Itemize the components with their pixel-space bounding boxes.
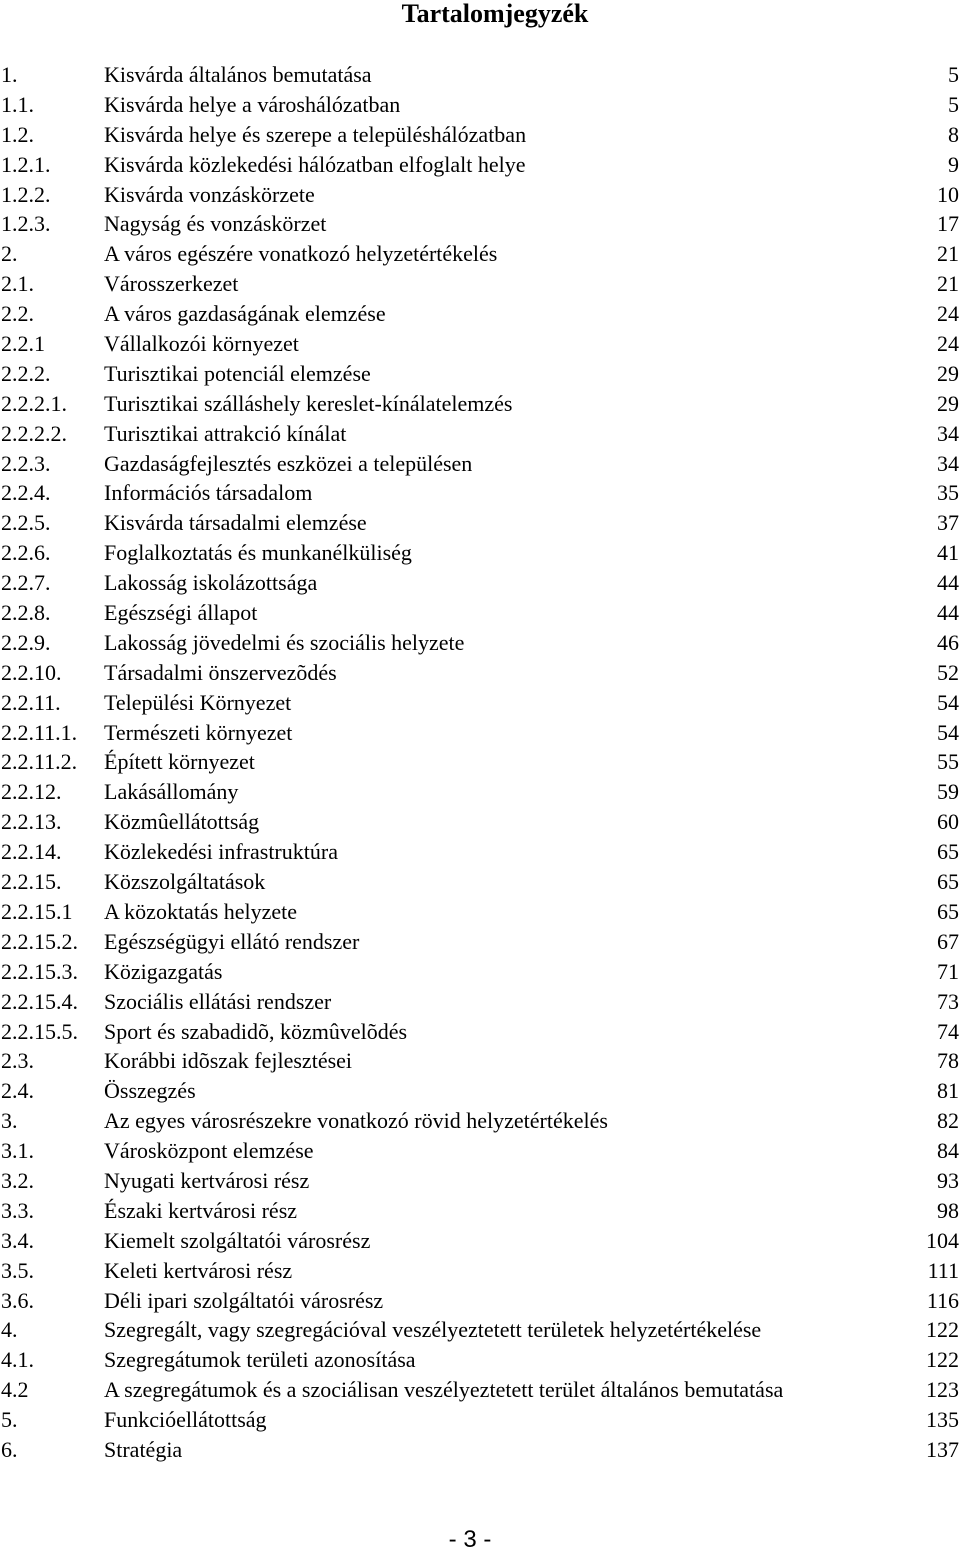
toc-entry-title: Települési Környezet: [104, 689, 292, 715]
toc-entry[interactable]: [0, 1166, 960, 1196]
toc-entry-number: 2.2.2.: [1, 360, 51, 386]
toc-entry-title: A szegregátumok és a szociálisan veszélyeztetett terület általános bemutatása: [104, 1377, 784, 1403]
toc-entry-number: 1.2.: [1, 121, 34, 147]
toc-entry-page: 93: [937, 1167, 959, 1193]
toc-entry[interactable]: [0, 807, 960, 837]
toc-entry-page: 137: [926, 1436, 959, 1462]
toc-entry[interactable]: [0, 867, 960, 897]
toc-entry-title: Városszerkezet: [104, 271, 239, 297]
toc-entry-title: Kisvárda helye a városhálózatban: [104, 91, 401, 117]
toc-entry-title: Nagyság és vonzáskörzet: [104, 211, 327, 237]
toc-entry-title: Lakásállomány: [104, 779, 239, 805]
toc-entry-number: 1.2.2.: [1, 181, 51, 207]
toc-entry-page: 35: [937, 480, 959, 506]
toc-entry[interactable]: [0, 1076, 960, 1106]
toc-entry-page: 65: [937, 839, 959, 865]
toc-entry-title: Turisztikai szálláshely kereslet-kínálatelemzés: [104, 390, 513, 416]
toc-entry-number: 4.: [1, 1317, 18, 1343]
toc-entry[interactable]: [0, 837, 960, 867]
toc-entry-number: 2.2.5.: [1, 510, 51, 536]
toc-entry-number: 3.6.: [1, 1287, 34, 1313]
toc-entry-page: 78: [937, 1048, 959, 1074]
toc-entry-page: 54: [937, 719, 959, 745]
toc-entry-number: 2.2.2.2.: [1, 420, 67, 446]
toc-entry-page: 17: [937, 211, 959, 237]
toc-entry-page: 122: [926, 1347, 959, 1373]
toc-entry-number: 4.2: [1, 1377, 29, 1403]
toc-entry[interactable]: [0, 688, 960, 718]
toc-entry-number: 2.2.15.3.: [1, 958, 78, 984]
toc-entry[interactable]: [0, 1345, 960, 1375]
toc-entry-title: Egészségügyi ellátó rendszer: [104, 928, 360, 954]
toc-entry-number: 1.: [1, 62, 18, 87]
toc-entry-number: 2.2.12.: [1, 779, 62, 805]
toc-entry[interactable]: [0, 538, 960, 568]
toc-entry-number: 2.: [1, 241, 18, 267]
toc-entry-page: 5: [948, 62, 959, 87]
toc-entry-title: Közlekedési infrastruktúra: [104, 839, 338, 865]
toc-entry-number: 1.2.3.: [1, 211, 51, 237]
toc-entry-title: Turisztikai potenciál elemzése: [104, 360, 371, 386]
toc-entry-title: Foglalkoztatás és munkanélküliség: [104, 540, 412, 566]
toc-entry[interactable]: [0, 329, 960, 359]
toc-entry-number: 2.2.13.: [1, 809, 62, 835]
toc-entry-page: 73: [937, 988, 959, 1014]
toc-entry-page: 5: [948, 91, 959, 117]
toc-entry-number: 3.5.: [1, 1257, 34, 1283]
toc-entry-title: Kisvárda helye és szerepe a településhálózatban: [104, 121, 527, 147]
toc-entry-title: Szegregált, vagy szegregációval veszélyeztetett területek helyzetértékelése: [104, 1317, 762, 1343]
toc-entry-number: 2.2.15.2.: [1, 928, 78, 954]
toc-entry[interactable]: [0, 209, 960, 239]
toc-entry-title: Kisvárda közlekedési hálózatban elfoglalt helye: [104, 151, 526, 177]
toc-entry-title: Kiemelt szolgáltatói városrész: [104, 1227, 371, 1253]
toc-entry[interactable]: [0, 150, 960, 180]
toc-entry[interactable]: [0, 927, 960, 957]
toc-entry-title: Természeti környezet: [104, 719, 293, 745]
toc-entry-page: 9: [948, 151, 959, 177]
toc-entry[interactable]: [0, 1046, 960, 1076]
toc-entry-title: Lakosság iskolázottsága: [104, 570, 318, 596]
toc-entry-number: 3.4.: [1, 1227, 34, 1253]
toc-entry-page: 21: [937, 241, 959, 267]
toc-entry-number: 3.2.: [1, 1167, 34, 1193]
toc-entry[interactable]: [0, 180, 960, 210]
toc-entry-title: Információs társadalom: [104, 480, 313, 506]
toc-entry-page: 54: [937, 689, 959, 715]
toc-entry-page: 84: [937, 1138, 959, 1164]
toc-entry[interactable]: [0, 1226, 960, 1256]
toc-entry-title: Korábbi idõszak fejlesztései: [104, 1048, 353, 1074]
toc-entry[interactable]: [0, 1017, 960, 1047]
page-title: Tartalomjegyzék: [401, 0, 589, 28]
toc-entry-page: 52: [937, 659, 959, 685]
toc-entry-number: 2.2.8.: [1, 600, 51, 626]
toc-entry[interactable]: [0, 1196, 960, 1226]
toc-entry-number: 2.2.9.: [1, 629, 51, 655]
toc-entry-title: Kisvárda általános bemutatása: [104, 62, 372, 87]
toc-entry-number: 2.2.15.5.: [1, 1018, 78, 1044]
toc-entry-number: 2.2.11.2.: [1, 749, 78, 775]
toc-entry[interactable]: [0, 508, 960, 538]
toc-entry-title: Vállalkozói környezet: [104, 331, 299, 357]
toc-entry[interactable]: [0, 299, 960, 329]
toc-entry-number: 5.: [1, 1407, 18, 1433]
toc-entry-title: A város egészére vonatkozó helyzetértékelés: [104, 241, 498, 267]
toc-entry-page: 65: [937, 869, 959, 895]
toc-entry-number: 2.2.10.: [1, 659, 62, 685]
toc-entry-title: Közmûellátottság: [104, 809, 260, 835]
toc-entry-number: 2.2.: [1, 301, 34, 327]
toc-entry-page: 55: [937, 749, 959, 775]
toc-entry-title: Közszolgáltatások: [104, 869, 266, 895]
toc-entry-title: Kisvárda vonzáskörzete: [104, 181, 315, 207]
toc-entry-number: 2.2.3.: [1, 450, 51, 476]
toc-entry-title: Északi kertvárosi rész: [104, 1197, 298, 1223]
toc-entry[interactable]: [0, 389, 960, 419]
toc-entry-number: 3.3.: [1, 1197, 34, 1223]
toc-entry-number: 2.2.7.: [1, 570, 51, 596]
toc-entry-title: Keleti kertvárosi rész: [104, 1257, 293, 1283]
toc-entry-page: 67: [937, 928, 959, 954]
toc-entry[interactable]: [0, 269, 960, 299]
toc-entry-number: 1.1.: [1, 91, 34, 117]
toc-entry[interactable]: [0, 90, 960, 120]
toc-entry-page: 81: [937, 1078, 959, 1104]
toc-entry-number: 3.1.: [1, 1138, 34, 1164]
toc-entry[interactable]: [0, 777, 960, 807]
toc-entry-number: 6.: [1, 1436, 18, 1462]
toc-entry-page: 29: [937, 390, 959, 416]
page-number-footer: - 3 -: [448, 1526, 492, 1553]
toc-entry-title: Az egyes városrészekre vonatkozó rövid helyzetértékelés: [104, 1108, 608, 1134]
toc-entry-title: Szegregátumok területi azonosítása: [104, 1347, 416, 1373]
toc-entry-page: 135: [926, 1407, 959, 1433]
toc-entry-title: A város gazdaságának elemzése: [104, 301, 386, 327]
toc-entry-page: 98: [937, 1197, 959, 1223]
toc-entry[interactable]: [0, 1375, 960, 1405]
toc-entry[interactable]: [0, 658, 960, 688]
toc-entry[interactable]: [0, 120, 960, 150]
toc-entry[interactable]: [0, 1136, 960, 1166]
toc-entry-number: 2.2.14.: [1, 839, 62, 865]
toc-entry-title: A közoktatás helyzete: [104, 898, 298, 924]
toc-entry-title: Sport és szabadidõ, közmûvelõdés: [104, 1018, 408, 1044]
toc-entry-page: 21: [937, 271, 959, 297]
toc-entry-number: 2.2.15.4.: [1, 988, 78, 1014]
toc-entry-page: 71: [937, 958, 959, 984]
toc-entry-title: Városközpont elemzése: [104, 1138, 314, 1164]
toc-entry-title: Stratégia: [104, 1436, 183, 1462]
toc-entry[interactable]: [0, 628, 960, 658]
toc-entry[interactable]: [0, 419, 960, 449]
toc-entry[interactable]: [0, 1286, 960, 1316]
toc-entry[interactable]: [0, 449, 960, 479]
toc-entry[interactable]: [0, 60, 960, 90]
toc-entry-number: 2.2.11.: [1, 689, 61, 715]
toc-entry-page: 82: [937, 1108, 959, 1134]
toc-entry[interactable]: [0, 239, 960, 269]
toc-entry-title: Egészségi állapot: [104, 600, 258, 626]
toc-entry-page: 34: [937, 420, 959, 446]
toc-entry-title: Szociális ellátási rendszer: [104, 988, 332, 1014]
toc-entry-number: 2.2.11.1.: [1, 719, 78, 745]
toc-entry-page: 24: [937, 331, 959, 357]
toc-entry[interactable]: [0, 747, 960, 777]
toc-entry-page: 41: [937, 540, 959, 566]
toc-entry-page: 123: [926, 1377, 959, 1403]
toc-entry[interactable]: [0, 1405, 960, 1435]
toc-entry-title: Kisvárda társadalmi elemzése: [104, 510, 367, 536]
toc-entry[interactable]: [0, 568, 960, 598]
toc-entry[interactable]: [0, 1315, 960, 1345]
toc-entry[interactable]: [0, 1435, 960, 1465]
toc-entry-title: Lakosság jövedelmi és szociális helyzete: [104, 629, 465, 655]
toc-entry-number: 2.3.: [1, 1048, 34, 1074]
toc-entry-number: 3.: [1, 1108, 18, 1134]
toc-entry-page: 65: [937, 898, 959, 924]
toc-entry-title: Turisztikai attrakció kínálat: [104, 420, 347, 446]
toc-entry-page: 104: [926, 1227, 959, 1253]
toc-entry[interactable]: [0, 987, 960, 1017]
toc-entry-page: 8: [948, 121, 959, 147]
toc-entry-page: 44: [937, 600, 959, 626]
toc-entry[interactable]: [0, 718, 960, 748]
table-of-contents: [0, 60, 960, 1465]
toc-entry[interactable]: [0, 1106, 960, 1136]
toc-entry-page: 122: [926, 1317, 959, 1343]
toc-entry-number: 1.2.1.: [1, 151, 51, 177]
toc-entry-page: 74: [937, 1018, 959, 1044]
toc-entry-page: 59: [937, 779, 959, 805]
toc-entry-title: Funkcióellátottság: [104, 1407, 267, 1433]
toc-entry-title: Déli ipari szolgáltatói városrész: [104, 1287, 384, 1313]
toc-entry-number: 2.1.: [1, 271, 34, 297]
toc-entry-number: 2.2.6.: [1, 540, 51, 566]
toc-entry-page: 37: [937, 510, 959, 536]
toc-entry-title: Gazdaságfejlesztés eszközei a településen: [104, 450, 473, 476]
toc-entry-number: 2.2.4.: [1, 480, 51, 506]
toc-entry[interactable]: [0, 598, 960, 628]
toc-entry[interactable]: [0, 359, 960, 389]
toc-entry-title: Nyugati kertvárosi rész: [104, 1167, 310, 1193]
toc-entry-page: 24: [937, 301, 959, 327]
toc-entry-number: 2.2.2.1.: [1, 390, 67, 416]
toc-entry-page: 10: [937, 181, 959, 207]
toc-entry[interactable]: [0, 897, 960, 927]
toc-entry-title: Közigazgatás: [104, 958, 223, 984]
toc-entry-page: 116: [926, 1287, 959, 1313]
toc-entry-title: Épített környezet: [104, 749, 255, 775]
toc-entry[interactable]: [0, 478, 960, 508]
toc-entry-number: 4.1.: [1, 1347, 34, 1373]
toc-entry-title: Társadalmi önszervezõdés: [104, 659, 337, 685]
toc-entry-page: 29: [937, 360, 959, 386]
toc-entry-number: 2.2.15.1: [1, 898, 73, 924]
toc-entry-page: 60: [937, 809, 959, 835]
toc-entry-page: 44: [937, 570, 959, 596]
toc-entry-title: Összegzés: [104, 1078, 196, 1104]
toc-entry-number: 2.2.15.: [1, 869, 62, 895]
toc-entry[interactable]: [0, 1256, 960, 1286]
toc-entry-page: 34: [937, 450, 959, 476]
toc-entry-number: 2.4.: [1, 1078, 34, 1104]
toc-entry[interactable]: [0, 957, 960, 987]
toc-entry-page: 46: [937, 629, 959, 655]
toc-entry-page: 111: [927, 1257, 959, 1283]
toc-entry-number: 2.2.1: [1, 331, 45, 357]
